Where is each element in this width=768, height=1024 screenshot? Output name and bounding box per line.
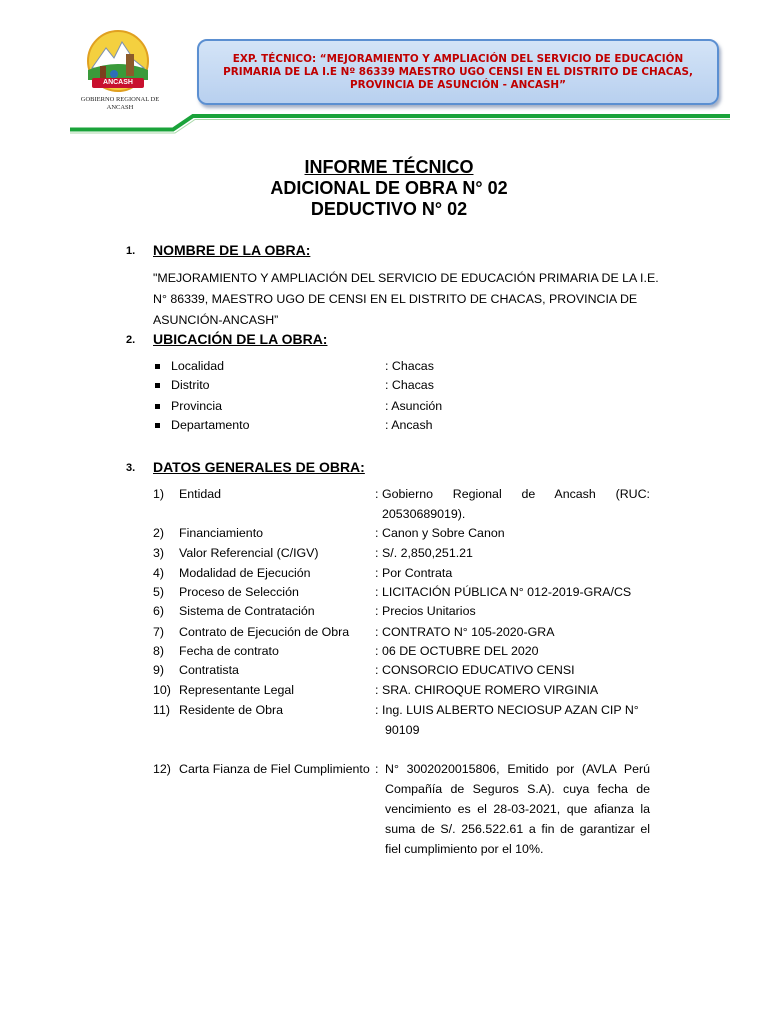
- row-colon: :: [375, 546, 379, 560]
- project-name-text: "MEJORAMIENTO Y AMPLIACIÓN DEL SERVICIO DE EDUCACIÓN PRIMARIA DE LA I.E. N° 86339, MAESTRO UGO DE CENSI EN EL DISTRITO DE CHACAS, PROVINCIA DE ASUNCIÓN-ANCASH”: [153, 271, 659, 327]
- row-value: Por Contrata: [382, 566, 453, 580]
- row-label: Contrato de Ejecución de Obra: [179, 625, 350, 639]
- row-number: 10): [153, 683, 171, 697]
- row-number: 2): [153, 526, 165, 540]
- row-number: 12): [153, 762, 171, 776]
- row-value: SRA. CHIROQUE ROMERO VIRGINIA: [382, 683, 599, 697]
- row-number: 7): [153, 625, 165, 639]
- row-label: Representante Legal: [179, 683, 295, 697]
- row-colon: :: [375, 644, 379, 658]
- row-colon: :: [375, 625, 379, 639]
- report-title: INFORME TÉCNICO: [304, 157, 474, 177]
- logo-badge: ANCASH: [92, 78, 144, 88]
- row-colon: :: [375, 683, 379, 697]
- row-colon: :: [375, 663, 379, 677]
- banner-text: EXP. TÉCNICO: “MEJORAMIENTO Y AMPLIACIÓN DEL SERVICIO DE EDUCACIÓN PRIMARIA DE LA I.E Nº 86339 MAESTRO UGO CENSI EN EL DISTRITO DE CHACAS, PROVINCIA DE ASUNCIÓN - ANCASH”: [223, 52, 693, 91]
- row-colon: :: [375, 604, 379, 618]
- section-1-number: 1.: [126, 245, 136, 257]
- location-label: Provincia: [171, 399, 222, 413]
- report-subtitle-adicional: ADICIONAL DE OBRA N° 02: [270, 178, 508, 198]
- row-colon: :: [375, 487, 379, 501]
- location-value: : Chacas: [385, 359, 434, 373]
- row-label: Sistema de Contratación: [179, 604, 315, 618]
- row-number: 4): [153, 566, 165, 580]
- logo-caption: GOBIERNO REGIONAL DE ANCASH: [80, 96, 160, 111]
- row-value: N° 3002020015806, Emitido por (AVLA Perú Compañía de Seguros S.A). cuya fecha de vencimiento es el 28-03-2021, que afianza la suma de S/. 256.522.61 a fin de garantizar el fiel cumplimiento por el 10%.: [385, 762, 650, 856]
- row-colon: :: [375, 566, 379, 580]
- row-label: Valor Referencial (C/IGV): [179, 546, 319, 560]
- project-banner: [197, 39, 719, 105]
- row-value-continuation: 90109: [385, 723, 420, 737]
- bullet-icon: [155, 423, 160, 428]
- row-colon: :: [375, 762, 379, 776]
- row-label: Carta Fianza de Fiel Cumplimiento: [179, 762, 370, 776]
- row-label: Modalidad de Ejecución: [179, 566, 311, 580]
- row-value: Gobierno Regional de Ancash (RUC: 20530689019).: [382, 487, 650, 521]
- row-value: 06 DE OCTUBRE DEL 2020: [382, 644, 539, 658]
- row-value: Canon y Sobre Canon: [382, 526, 505, 540]
- row-number: 8): [153, 644, 165, 658]
- location-value: : Ancash: [385, 418, 433, 432]
- row-label: Fecha de contrato: [179, 644, 279, 658]
- row-label: Proceso de Selección: [179, 585, 299, 599]
- report-subtitle-deductivo: DEDUCTIVO N° 02: [310, 199, 468, 219]
- row-label: Residente de Obra: [179, 703, 284, 717]
- section-1-heading: NOMBRE DE LA OBRA:: [153, 242, 311, 258]
- section-2-number: 2.: [126, 334, 136, 346]
- location-value: : Chacas: [385, 378, 434, 392]
- row-value: Ing. LUIS ALBERTO NECIOSUP AZAN CIP N°: [382, 703, 639, 717]
- row-number: 6): [153, 604, 165, 618]
- bullet-icon: [155, 364, 160, 369]
- row-value: CONTRATO N° 105-2020-GRA: [382, 625, 555, 639]
- row-value: Precios Unitarios: [382, 604, 476, 618]
- row-number: 11): [153, 703, 170, 717]
- row-label: Contratista: [179, 663, 239, 677]
- row-number: 1): [153, 487, 165, 501]
- bullet-icon: [155, 383, 160, 388]
- section-3-heading: DATOS GENERALES DE OBRA:: [153, 459, 365, 475]
- row-value: CONSORCIO EDUCATIVO CENSI: [382, 663, 575, 677]
- row-value: S/. 2,850,251.21: [382, 546, 473, 560]
- row-colon: :: [375, 585, 379, 599]
- section-2-heading: UBICACIÓN DE LA OBRA:: [153, 331, 328, 347]
- row-colon: :: [375, 526, 379, 540]
- row-number: 3): [153, 546, 165, 560]
- location-value: : Asunción: [385, 399, 443, 413]
- row-number: 5): [153, 585, 165, 599]
- row-colon: :: [375, 703, 379, 717]
- section-3-number: 3.: [126, 462, 136, 474]
- row-value: LICITACIÓN PÚBLICA N° 012-2019-GRA/CS: [382, 585, 632, 599]
- row-number: 9): [153, 663, 165, 677]
- bullet-icon: [155, 404, 160, 409]
- row-label: Entidad: [179, 487, 222, 501]
- location-label: Distrito: [171, 378, 210, 392]
- location-label: Departamento: [171, 418, 250, 432]
- location-label: Localidad: [171, 359, 225, 373]
- row-label: Financiamiento: [179, 526, 264, 540]
